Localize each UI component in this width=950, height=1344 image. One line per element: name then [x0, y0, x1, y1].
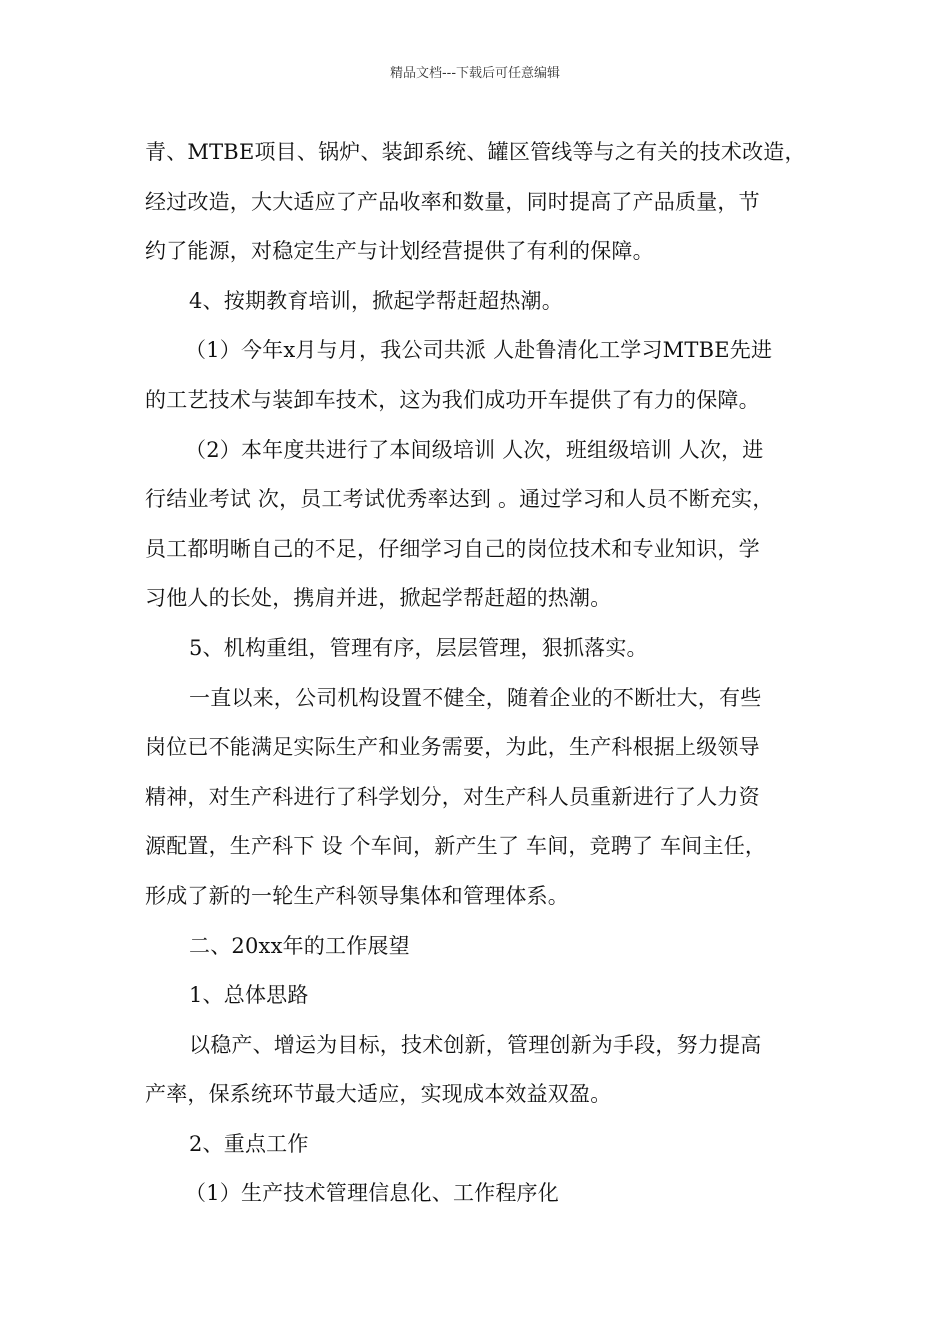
body-line: 形成了新的一轮生产科领导集体和管理体系。	[145, 883, 569, 908]
body-line: 一直以来，公司机构设置不健全，随着企业的不断壮大，有些	[189, 685, 762, 710]
page-header: 精品文档---下载后可任意编辑	[389, 66, 561, 81]
document-body	[145, 128, 825, 1219]
subsection-heading: 2、重点工作	[189, 1131, 309, 1156]
body-line: 员工都明晰自己的不足，仔细学习自己的岗位技术和专业知识，学	[145, 536, 760, 561]
body-line: 习他人的长处，携肩并进，掀起学帮赶超的热潮。	[145, 586, 612, 611]
subsection-heading: 1、总体思路	[189, 983, 309, 1008]
body-line: 经过改造，大大适应了产品收率和数量，同时提高了产品质量，节	[145, 189, 760, 214]
body-line: 的工艺技术与装卸车技术，这为我们成功开车提供了有力的保障。	[145, 387, 760, 412]
body-line: （1）今年x月与月，我公司共派 人赴鲁清化工学习MTBE先进	[185, 338, 773, 363]
body-line: 精神，对生产科进行了科学划分，对生产科人员重新进行了人力资	[145, 784, 760, 809]
body-line: 行结业考试 次，员工考试优秀率达到 。通过学习和人员不断充实，	[145, 487, 774, 512]
body-line: （2）本年度共进行了本间级培训 人次，班组级培训 人次，进	[185, 437, 764, 462]
body-line: 产率，保系统环节最大适应，实现成本效益双盈。	[145, 1082, 612, 1107]
body-line: 约了能源，对稳定生产与计划经营提供了有利的保障。	[145, 239, 654, 264]
body-line: 源配置，生产科下 设 个车间，新产生了 车间，竞聘了 车间主任，	[145, 834, 767, 859]
body-line: 岗位已不能满足实际生产和业务需要，为此，生产科根据上级领导	[145, 735, 760, 760]
body-line: 青、MTBE项目、锅炉、装卸系统、罐区管线等与之有关的技术改造，	[145, 140, 806, 164]
section-heading: 5、机构重组，管理有序，层层管理，狠抓落实。	[189, 635, 648, 660]
body-line: 以稳产、增运为目标，技术创新，管理创新为手段，努力提高	[189, 1032, 762, 1057]
section-heading: 4、按期教育培训，掀起学帮赶超热潮。	[189, 288, 563, 313]
body-line: （1）生产技术管理信息化、工作程序化	[185, 1181, 559, 1206]
section-heading: 二、20xx年的工作展望	[189, 933, 410, 958]
